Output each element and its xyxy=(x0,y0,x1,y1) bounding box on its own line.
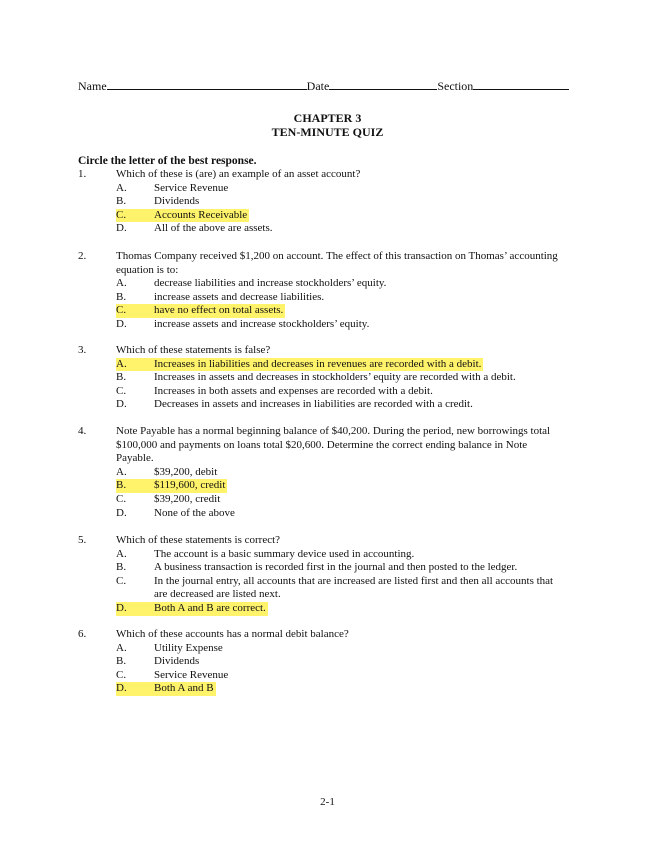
option-c[interactable]: C. Service Revenue xyxy=(116,668,229,681)
option-a[interactable]: A. Utility Expense xyxy=(116,641,223,654)
question-stem: Note Payable has a normal beginning balance of $40,200. During the period, new borrowings total $100,000 and payments on loans total $20,600. Determine the correct ending balance in Note Payable. xyxy=(116,425,551,465)
option-a[interactable]: A. The account is a basic summary device used in accounting. xyxy=(116,547,415,560)
date-label: Date xyxy=(306,79,330,93)
option-b[interactable]: B. Dividends xyxy=(116,655,200,668)
question-number: 1. xyxy=(78,168,87,180)
option-a-highlighted[interactable]: A. Increases in liabilities and decreases in revenues are recorded with a debit. xyxy=(116,357,482,370)
page-number: 2-1 xyxy=(320,796,335,808)
date-blank[interactable] xyxy=(329,78,437,90)
chapter-title: CHAPTER 3 xyxy=(293,111,362,125)
option-c-highlighted[interactable]: C. have no effect on total assets. xyxy=(116,304,284,317)
option-c[interactable]: C. In the journal entry, all accounts that are increased are listed first and then all accounts that are decreased are listed next. xyxy=(116,574,554,601)
option-a[interactable]: A. decrease liabilities and increase stockholders’ equity. xyxy=(116,277,387,290)
option-b[interactable]: B. Dividends xyxy=(116,195,200,208)
option-b[interactable]: B. increase assets and decrease liabilities. xyxy=(116,290,325,303)
option-a[interactable]: A. Service Revenue xyxy=(116,181,229,194)
question-number: 2. xyxy=(78,250,87,262)
question-number: 5. xyxy=(78,534,87,546)
question-4 xyxy=(78,425,558,520)
question-2 xyxy=(78,250,558,332)
question-5 xyxy=(78,534,558,616)
question-stem: Which of these statements is false? xyxy=(116,344,271,356)
question-stem: Which of these is (are) an example of an asset account? xyxy=(116,168,361,180)
quiz-title: TEN-MINUTE QUIZ xyxy=(271,125,384,139)
option-d[interactable]: D. None of the above xyxy=(116,506,235,519)
option-d[interactable]: D. increase assets and increase stockholders’ equity. xyxy=(116,317,370,330)
question-number: 3. xyxy=(78,344,87,356)
question-stem: Thomas Company received $1,200 on account. The effect of this transaction on Thomas’ accounting equation is to: xyxy=(116,250,558,276)
name-blank[interactable] xyxy=(107,78,307,90)
question-6 xyxy=(78,628,558,696)
section-blank[interactable] xyxy=(473,78,569,90)
option-d[interactable]: D. Decreases in assets and increases in liabilities are recorded with a credit. xyxy=(116,398,473,411)
option-c[interactable]: C. $39,200, credit xyxy=(116,492,221,505)
student-info-line xyxy=(78,78,578,93)
option-b[interactable]: B. Increases in assets and decreases in stockholders’ equity are recorded with a debit. xyxy=(116,371,516,384)
question-stem: Which of these statements is correct? xyxy=(116,534,281,546)
option-d-highlighted[interactable]: D. Both A and B are correct. xyxy=(116,601,266,614)
question-1 xyxy=(78,168,558,236)
question-number: 6. xyxy=(78,628,87,640)
question-3 xyxy=(78,344,558,412)
name-label: Name xyxy=(78,79,107,93)
section-label: Section xyxy=(437,79,474,93)
option-c-highlighted[interactable]: C. Accounts Receivable xyxy=(116,208,248,221)
option-b[interactable]: B. A business transaction is recorded first in the journal and then posted to the ledger. xyxy=(116,561,518,574)
instructions: Circle the letter of the best response. xyxy=(78,155,257,167)
option-d[interactable]: D. All of the above are assets. xyxy=(116,222,273,235)
option-a[interactable]: A. $39,200, debit xyxy=(116,465,218,478)
question-stem: Which of these accounts has a normal debit balance? xyxy=(116,628,349,640)
option-d-highlighted[interactable]: D. Both A and B xyxy=(116,682,214,695)
question-number: 4. xyxy=(78,425,87,437)
option-b-highlighted[interactable]: B. $119,600, credit xyxy=(116,479,226,492)
option-c[interactable]: C. Increases in both assets and expenses are recorded with a debit. xyxy=(116,384,433,397)
